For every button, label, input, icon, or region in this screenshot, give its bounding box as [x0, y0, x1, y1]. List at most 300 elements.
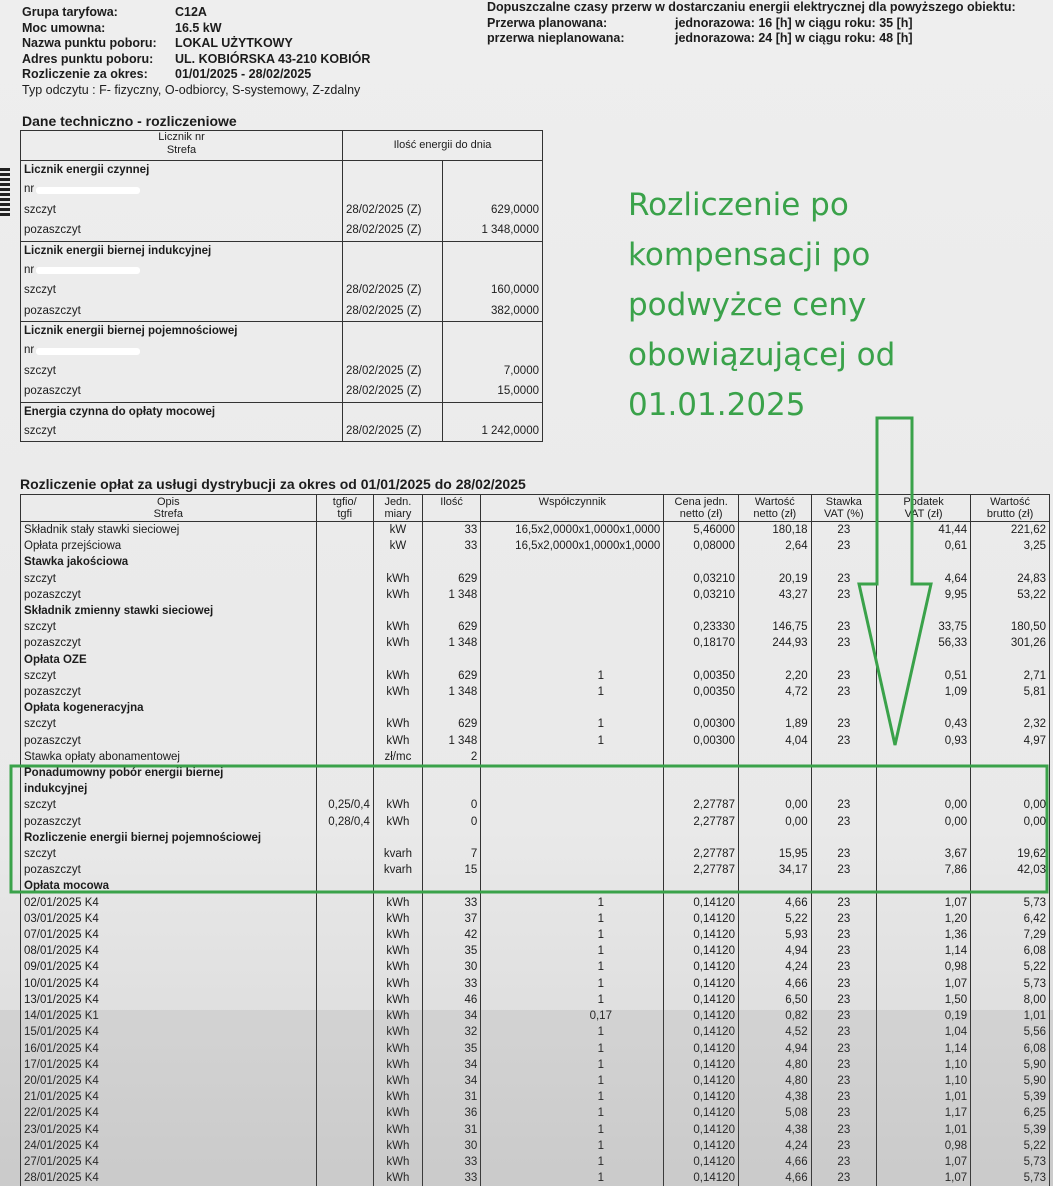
cell-s: 23 — [811, 668, 876, 684]
cell-q: 33 — [422, 1154, 480, 1170]
cell-b: 221,62 — [971, 522, 1050, 539]
cell-q: 30 — [422, 1138, 480, 1154]
zone-label: szczyt — [24, 203, 56, 216]
cell-v: 1,09 — [877, 684, 971, 700]
cell-d: Rozliczenie energii biernej pojemnościowej — [21, 830, 317, 846]
zone-label: szczyt — [24, 424, 56, 437]
cell-b: 6,25 — [971, 1105, 1050, 1121]
tech-col-energy: Ilość energii do dnia — [343, 131, 543, 161]
cell-p: 0,03210 — [664, 587, 739, 603]
cell-n: 4,66 — [738, 1170, 811, 1186]
info-label: Grupa taryfowa: — [22, 5, 118, 19]
cell-u: kWh — [373, 976, 422, 992]
cell-s: 23 — [811, 619, 876, 635]
cell-d: indukcyjnej — [21, 781, 317, 797]
cell-b: 180,50 — [971, 619, 1050, 635]
cell-w: 16,5x2,0000x1,0000x1,0000 — [481, 538, 664, 554]
cell-q: 35 — [422, 1041, 480, 1057]
cell-q: 34 — [422, 1057, 480, 1073]
cell-q: 1 348 — [422, 733, 480, 749]
cell-p: 0,14120 — [664, 1122, 739, 1138]
dist-section-title: Rozliczenie opłat za usługi dystrybucji za okres od 01/01/2025 do 28/02/2025 — [20, 476, 526, 492]
cell-p: 2,27787 — [664, 862, 739, 878]
zone-label: szczyt — [24, 284, 56, 296]
cell-w: 1 — [481, 1041, 664, 1057]
cell-w: 1 — [481, 943, 664, 959]
cell-v: 7,86 — [877, 862, 971, 878]
cell-s: 23 — [811, 846, 876, 862]
cell-q: 2 — [422, 749, 480, 765]
dist-col-header-line2: VAT (zł) — [904, 508, 943, 520]
cell-n: 4,66 — [738, 1154, 811, 1170]
cell-d: 10/01/2025 K4 — [21, 976, 317, 992]
cell-v: 1,10 — [877, 1073, 971, 1089]
cell-d: pozaszczyt — [21, 587, 317, 603]
cell-p: 0,18170 — [664, 635, 739, 651]
cell-n: 5,93 — [738, 927, 811, 943]
interruption-label: Przerwa planowana: — [487, 15, 608, 30]
cell-w: 1 — [481, 1024, 664, 1040]
cell-q: 33 — [422, 522, 480, 539]
cell-d: szczyt — [21, 797, 317, 813]
cell-d: 24/01/2025 K4 — [21, 1138, 317, 1154]
cell-u: kvarh — [373, 846, 422, 862]
dist-col-header-line1: Wartość — [990, 496, 1031, 508]
cell-v: 4,64 — [877, 571, 971, 587]
cell-n: 43,27 — [738, 587, 811, 603]
cell-w: 1 — [481, 927, 664, 943]
cell-d: Opłata przejściowa — [21, 538, 317, 554]
cell-b: 2,32 — [971, 716, 1050, 732]
interruption-label: przerwa nieplanowana: — [487, 31, 625, 45]
cell-s: 23 — [811, 911, 876, 927]
cell-d: 23/01/2025 K4 — [21, 1122, 317, 1138]
cell-s: 23 — [811, 684, 876, 700]
cell-s: 23 — [811, 538, 876, 554]
cell-u: kWh — [373, 635, 422, 651]
cell-p: 0,14120 — [664, 992, 739, 1008]
dist-col-header-line2: netto (zł) — [679, 508, 723, 520]
cell-n: 4,38 — [738, 1089, 811, 1105]
cell-p: 0,14120 — [664, 1008, 739, 1024]
meter-number-label: nr — [24, 183, 35, 195]
cell-n: 146,75 — [738, 619, 811, 635]
cell-u: kvarh — [373, 862, 422, 878]
cell-q: 1 348 — [422, 587, 480, 603]
cell-d: Składnik zmienny stawki sieciowej — [21, 603, 317, 619]
cell-w: 0,17 — [481, 1008, 664, 1024]
cell-u: kWh — [373, 587, 422, 603]
cell-u: kWh — [373, 571, 422, 587]
cell-p: 0,14120 — [664, 927, 739, 943]
cell-p: 0,00300 — [664, 716, 739, 732]
cell-u: kWh — [373, 1073, 422, 1089]
cell-u: kWh — [373, 1105, 422, 1121]
dist-col-header-line1: Współczynnik — [538, 496, 606, 508]
cell-d: szczyt — [21, 846, 317, 862]
cell-t: 0,25/0,4 — [316, 797, 373, 813]
reading-value: 1 348,0000 — [481, 224, 539, 236]
reading-date: 28/02/2025 (Z) — [346, 224, 422, 236]
cell-w: 16,5x2,0000x1,0000x1,0000 — [481, 522, 664, 539]
cell-u: kWh — [373, 1024, 422, 1040]
info-value: UL. KOBIÓRSKA 43-210 KOBIÓR — [175, 51, 371, 66]
cell-d: 15/01/2025 K4 — [21, 1024, 317, 1040]
cell-w: 1 — [481, 911, 664, 927]
cell-q: 30 — [422, 959, 480, 975]
tech-col-zone-label: Strefa — [166, 144, 197, 156]
annotation-line: kompensacji po — [628, 237, 871, 273]
cell-u: kWh — [373, 1170, 422, 1186]
cell-s: 23 — [811, 1138, 876, 1154]
cell-u: kWh — [373, 992, 422, 1008]
cell-n: 4,66 — [738, 895, 811, 911]
cell-n: 20,19 — [738, 571, 811, 587]
cell-v: 1,50 — [877, 992, 971, 1008]
cell-s: 23 — [811, 1024, 876, 1040]
reading-value: 160,0000 — [491, 284, 539, 296]
cell-d: 21/01/2025 K4 — [21, 1089, 317, 1105]
meter-number-label: nr — [24, 263, 35, 276]
cell-s: 23 — [811, 733, 876, 749]
cell-d: Opłata OZE — [21, 652, 317, 668]
cell-u: kWh — [373, 716, 422, 732]
dist-col-header-line1: tgfio/ — [332, 496, 357, 508]
cell-w: 1 — [481, 976, 664, 992]
info-label: Rozliczenie za okres: — [22, 67, 148, 81]
dist-col-header-line2: miary — [384, 508, 412, 520]
cell-d: szczyt — [21, 619, 317, 635]
tech-section-title: Dane techniczno - rozliczeniowe — [22, 113, 237, 129]
cell-p: 0,14120 — [664, 959, 739, 975]
cell-q: 46 — [422, 992, 480, 1008]
cell-w: 1 — [481, 1089, 664, 1105]
cell-b: 7,29 — [971, 927, 1050, 943]
cell-p: 2,27787 — [664, 797, 739, 813]
tech-col-meter-label: Licznik nr — [158, 131, 205, 143]
dist-col-header-line2: Strefa — [153, 508, 183, 520]
cell-q: 33 — [422, 895, 480, 911]
cell-v: 0,93 — [877, 733, 971, 749]
cell-v: 1,07 — [877, 895, 971, 911]
cell-u: kWh — [373, 1089, 422, 1105]
cell-s: 23 — [811, 895, 876, 911]
cell-b: 5,73 — [971, 1170, 1050, 1186]
cell-d: Opłata mocowa — [21, 878, 317, 894]
cell-v: 1,17 — [877, 1105, 971, 1121]
cell-s: 23 — [811, 1089, 876, 1105]
cell-n: 0,00 — [738, 797, 811, 813]
cell-v: 0,98 — [877, 959, 971, 975]
reading-types-legend: Typ odczytu : F- fizyczny, O-odbiorcy, S-systemowy, Z-zdalny — [22, 82, 361, 97]
cell-u: kWh — [373, 927, 422, 943]
cell-d: 13/01/2025 K4 — [21, 992, 317, 1008]
cell-q: 1 348 — [422, 635, 480, 651]
cell-s: 23 — [811, 862, 876, 878]
cell-b: 6,08 — [971, 1041, 1050, 1057]
cell-n: 34,17 — [738, 862, 811, 878]
cell-q: 1 348 — [422, 684, 480, 700]
cell-w: 1 — [481, 1170, 664, 1186]
cell-d: 08/01/2025 K4 — [21, 943, 317, 959]
info-value: 01/01/2025 - 28/02/2025 — [175, 67, 312, 81]
cell-d: pozaszczyt — [21, 733, 317, 749]
cell-p: 0,14120 — [664, 1154, 739, 1170]
cell-p: 2,27787 — [664, 846, 739, 862]
cell-p: 0,14120 — [664, 1170, 739, 1186]
zone-label: pozaszczyt — [24, 224, 81, 236]
cell-p: 0,14120 — [664, 1138, 739, 1154]
cell-v: 0,19 — [877, 1008, 971, 1024]
cell-s: 23 — [811, 716, 876, 732]
cell-b: 5,39 — [971, 1089, 1050, 1105]
cell-s: 23 — [811, 587, 876, 603]
dist-col-header-line1: Podatek — [903, 496, 944, 508]
cell-s: 23 — [811, 1122, 876, 1138]
cell-d: pozaszczyt — [21, 862, 317, 878]
cell-v: 1,14 — [877, 1041, 971, 1057]
cell-p: 0,14120 — [664, 1089, 739, 1105]
cell-w: 1 — [481, 1057, 664, 1073]
dist-col-header-line1: Jedn. — [384, 496, 412, 508]
annotation-line: Rozliczenie po — [628, 187, 849, 223]
meter-title: Licznik energii biernej pojemnościowej — [24, 325, 238, 337]
cell-p: 0,14120 — [664, 976, 739, 992]
cell-w: 1 — [481, 1105, 664, 1121]
interruption-value: jednorazowa: 24 [h] w ciągu roku: 48 [h] — [675, 31, 913, 45]
cell-b: 6,08 — [971, 943, 1050, 959]
cell-b: 8,00 — [971, 992, 1050, 1008]
cell-s: 23 — [811, 1154, 876, 1170]
reading-value: 15,0000 — [497, 385, 539, 397]
cell-u: kWh — [373, 1057, 422, 1073]
reading-date: 28/02/2025 (Z) — [346, 385, 422, 397]
dist-col-header-line2: tgfi — [337, 508, 353, 520]
cell-d: 28/01/2025 K4 — [21, 1170, 317, 1186]
cell-p: 0,14120 — [664, 895, 739, 911]
cell-n: 4,80 — [738, 1057, 811, 1073]
cell-q: 32 — [422, 1024, 480, 1040]
cell-n: 0,82 — [738, 1008, 811, 1024]
cell-v: 33,75 — [877, 619, 971, 635]
cell-w: 1 — [481, 684, 664, 700]
cell-p: 0,14120 — [664, 1105, 739, 1121]
meter-title: Energia czynna do opłaty mocowej — [24, 405, 216, 418]
reading-date: 28/02/2025 (Z) — [346, 203, 422, 216]
cell-b: 5,39 — [971, 1122, 1050, 1138]
cell-b: 5,81 — [971, 684, 1050, 700]
cell-v: 9,95 — [877, 587, 971, 603]
cell-q: 629 — [422, 668, 480, 684]
cell-q: 0 — [422, 814, 480, 830]
interruption-title: Dopuszczalne czasy przerw w dostarczaniu energii elektrycznej dla powyższego obiektu: — [487, 0, 1016, 14]
cell-b: 2,71 — [971, 668, 1050, 684]
cell-d: 16/01/2025 K4 — [21, 1041, 317, 1057]
cell-q: 15 — [422, 862, 480, 878]
cell-p: 0,00300 — [664, 733, 739, 749]
cell-n: 4,94 — [738, 1041, 811, 1057]
cell-n: 4,94 — [738, 943, 811, 959]
reading-date: 28/02/2025 (Z) — [346, 284, 422, 296]
cell-s: 23 — [811, 1073, 876, 1089]
cell-w: 1 — [481, 1154, 664, 1170]
dist-col-header-line2: netto (zł) — [753, 508, 797, 520]
cell-p: 0,14120 — [664, 1057, 739, 1073]
cell-b: 24,83 — [971, 571, 1050, 587]
cell-d: pozaszczyt — [21, 814, 317, 830]
cell-v: 1,01 — [877, 1122, 971, 1138]
cell-b: 5,22 — [971, 959, 1050, 975]
cell-u: kW — [373, 522, 422, 539]
cell-n: 4,66 — [738, 976, 811, 992]
cell-v: 0,00 — [877, 814, 971, 830]
reading-value: 382,0000 — [491, 304, 539, 317]
reading-value-text: 1 242,0000 — [481, 424, 539, 437]
meter-number-label: nr — [24, 344, 35, 356]
reading-value: 629,0000 — [491, 203, 539, 216]
cell-n: 2,64 — [738, 538, 811, 554]
cell-u: kWh — [373, 1122, 422, 1138]
meter-title: Licznik energii biernej indukcyjnej — [24, 244, 212, 257]
cell-n: 4,72 — [738, 684, 811, 700]
cell-d: szczyt — [21, 716, 317, 732]
cell-p: 0,14120 — [664, 1041, 739, 1057]
cell-n: 0,00 — [738, 814, 811, 830]
cell-u: kWh — [373, 733, 422, 749]
cell-u: kWh — [373, 619, 422, 635]
cell-q: 36 — [422, 1105, 480, 1121]
cell-s: 23 — [811, 635, 876, 651]
cell-w: 1 — [481, 733, 664, 749]
cell-n: 4,04 — [738, 733, 811, 749]
dist-col-header-line1: Ilość — [440, 496, 463, 508]
cell-s: 23 — [811, 797, 876, 813]
cell-u: kWh — [373, 1138, 422, 1154]
cell-p: 0,00350 — [664, 668, 739, 684]
cell-p: 0,03210 — [664, 571, 739, 587]
cell-q: 33 — [422, 538, 480, 554]
cell-b: 5,56 — [971, 1024, 1050, 1040]
cell-s: 23 — [811, 1008, 876, 1024]
info-value: C12A — [175, 5, 207, 19]
cell-w: 1 — [481, 959, 664, 975]
cell-n: 4,38 — [738, 1122, 811, 1138]
cell-q: 31 — [422, 1122, 480, 1138]
info-label: Adres punktu poboru: — [22, 51, 154, 66]
cell-u: kWh — [373, 1041, 422, 1057]
reading-value: 7,0000 — [503, 364, 539, 377]
cell-q: 7 — [422, 846, 480, 862]
cell-u: kWh — [373, 911, 422, 927]
cell-b: 0,00 — [971, 797, 1050, 813]
cell-n: 244,93 — [738, 635, 811, 651]
cell-q: 31 — [422, 1089, 480, 1105]
cell-u: kWh — [373, 797, 422, 813]
cell-s: 23 — [811, 959, 876, 975]
cell-v: 3,67 — [877, 846, 971, 862]
cell-v: 1,01 — [877, 1089, 971, 1105]
zone-label: pozaszczyt — [24, 304, 81, 317]
cell-p: 0,14120 — [664, 911, 739, 927]
cell-s: 23 — [811, 976, 876, 992]
cell-q: 34 — [422, 1073, 480, 1089]
cell-d: Opłata kogeneracyjna — [21, 700, 317, 716]
cell-u: kWh — [373, 668, 422, 684]
cell-s: 23 — [811, 814, 876, 830]
cell-v: 1,07 — [877, 976, 971, 992]
info-label: Nazwa punktu poboru: — [22, 36, 157, 50]
cell-n: 4,80 — [738, 1073, 811, 1089]
cell-d: szczyt — [21, 571, 317, 587]
zone-label: szczyt — [24, 364, 56, 377]
cell-s: 23 — [811, 1170, 876, 1186]
reading-date: 28/02/2025 (Z) — [346, 364, 422, 377]
cell-d: Ponadumowny pobór energii biernej — [21, 765, 317, 781]
cell-u: kWh — [373, 1008, 422, 1024]
cell-n: 4,24 — [738, 959, 811, 975]
cell-d: 03/01/2025 K4 — [21, 911, 317, 927]
cell-v: 0,98 — [877, 1138, 971, 1154]
cell-s: 23 — [811, 943, 876, 959]
cell-q: 42 — [422, 927, 480, 943]
cell-p: 5,46000 — [664, 522, 739, 539]
cell-d: 09/01/2025 K4 — [21, 959, 317, 975]
dist-col-header-line1: Cena jedn. — [674, 496, 728, 508]
cell-q: 35 — [422, 943, 480, 959]
cell-t: 0,28/0,4 — [316, 814, 373, 830]
reading-date-text: 28/02/2025 (Z) — [346, 424, 422, 437]
cell-q: 629 — [422, 571, 480, 587]
cell-b: 0,00 — [971, 814, 1050, 830]
cell-q: 37 — [422, 911, 480, 927]
cell-v: 1,07 — [877, 1154, 971, 1170]
cell-d: pozaszczyt — [21, 635, 317, 651]
info-value: 16.5 kW — [175, 20, 222, 35]
interruption-value: jednorazowa: 16 [h] w ciągu roku: 35 [h] — [675, 15, 913, 30]
cell-u: zł/mc — [373, 749, 422, 765]
cell-d: 20/01/2025 K4 — [21, 1073, 317, 1089]
cell-s: 23 — [811, 1105, 876, 1121]
cell-b: 6,42 — [971, 911, 1050, 927]
dist-col-header-line1: Wartość — [754, 496, 795, 508]
cell-n: 4,52 — [738, 1024, 811, 1040]
cell-w: 1 — [481, 716, 664, 732]
cell-b: 5,22 — [971, 1138, 1050, 1154]
cell-b: 5,73 — [971, 1154, 1050, 1170]
cell-n: 1,89 — [738, 716, 811, 732]
cell-d: 14/01/2025 K1 — [21, 1008, 317, 1024]
cell-d: 27/01/2025 K4 — [21, 1154, 317, 1170]
cell-v: 56,33 — [877, 635, 971, 651]
cell-p: 0,23330 — [664, 619, 739, 635]
cell-b: 5,90 — [971, 1073, 1050, 1089]
cell-s: 23 — [811, 522, 876, 539]
cell-u: kW — [373, 538, 422, 554]
cell-d: 02/01/2025 K4 — [21, 895, 317, 911]
cell-u: kWh — [373, 1154, 422, 1170]
cell-v: 1,04 — [877, 1024, 971, 1040]
cell-d: pozaszczyt — [21, 684, 317, 700]
cell-b: 53,22 — [971, 587, 1050, 603]
cell-v: 0,61 — [877, 538, 971, 554]
cell-u: kWh — [373, 814, 422, 830]
cell-v: 1,14 — [877, 943, 971, 959]
meter-title: Licznik energii czynnej — [24, 164, 150, 176]
cell-u: kWh — [373, 943, 422, 959]
down-arrow-icon — [859, 418, 931, 745]
cell-u: kWh — [373, 684, 422, 700]
cell-v: 1,07 — [877, 1170, 971, 1186]
